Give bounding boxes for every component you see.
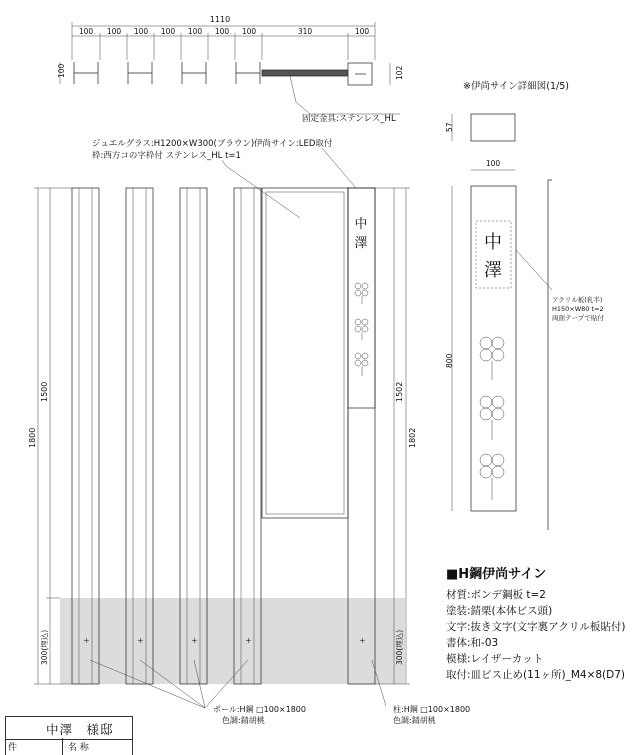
spec-row-material: 材質:ボンデ鋼板 t=2 <box>446 589 546 601</box>
seg-dim-5: 100 <box>187 27 203 36</box>
title-row-label: 件 <box>8 743 18 753</box>
plan-view <box>57 15 404 124</box>
title-block-row <box>5 738 133 755</box>
glass-panel-frame <box>266 192 344 514</box>
left-upper-dim: 1500 <box>40 381 49 402</box>
spec-row-pattern: 模様:レイザーカット <box>446 653 544 665</box>
right-upper-dim: 1502 <box>395 381 404 402</box>
svg-text:+: + <box>83 636 90 645</box>
acrylic-note-1: アクリル板(乳半) <box>552 296 603 304</box>
sign-char-2: 澤 <box>354 236 368 251</box>
spec-row-mounting: 取付:皿ビス止め(11ヶ所)_M4×8(D7) <box>446 669 626 681</box>
svg-text:+: + <box>359 636 366 645</box>
detail-top-dim: 57 <box>445 122 454 132</box>
sign-label: 伊尚サイン:LED取付 <box>254 139 333 149</box>
column-label-2: 色調:錆胡桃 <box>393 716 436 725</box>
sign-char-1: 中 <box>354 217 368 232</box>
seg-dim-4: 100 <box>160 27 176 36</box>
detail-top-section <box>471 114 515 141</box>
right-total-dim: 1802 <box>408 427 417 448</box>
seg-dim-8: 310 <box>297 27 313 36</box>
buried-zone <box>60 598 405 684</box>
clover-pattern-detail <box>480 337 504 500</box>
glass-label-1: ジュエルグラス:H1200×W300(ブラウン) <box>92 139 255 149</box>
spec-row-font: 書体:和-03 <box>446 637 499 649</box>
seg-dim-7: 100 <box>241 27 257 36</box>
acrylic-note-3: 両面テープで貼付 <box>552 314 604 322</box>
pole-label-1: ポール:H鋼 □100×1800 <box>213 705 306 714</box>
plan-left-height-dim: 100 <box>57 63 66 78</box>
spec-row-letter: 文字:抜き文字(文字裏アクリル板貼付) <box>446 621 626 633</box>
detail-char-1: 中 <box>484 232 502 253</box>
acrylic-note-2: H150×W80 t=2 <box>552 305 604 313</box>
plan-right-height-dim: 102 <box>395 65 404 80</box>
h-beam-sections <box>74 62 372 85</box>
title-row-value: 名 称 <box>68 743 89 753</box>
seg-dim-1: 100 <box>78 27 94 36</box>
column-label-1: 柱:H鋼 □100×1800 <box>393 705 471 714</box>
overall-width-dim: 1110 <box>209 15 231 24</box>
seg-dim-9: 100 <box>354 27 370 36</box>
left-buried-dim: 300(埋込) <box>40 629 49 665</box>
svg-text:+: + <box>137 636 144 645</box>
detail-char-2: 澤 <box>484 260 502 281</box>
right-buried-dim: 300(埋込) <box>395 629 404 665</box>
sign-detail-view <box>445 114 604 530</box>
title-block <box>5 716 133 740</box>
left-total-dim: 1800 <box>28 427 37 448</box>
detail-height-dim: 800 <box>445 353 454 368</box>
seg-dim-6: 100 <box>214 27 230 36</box>
detail-title: ※伊尚サイン詳細図(1/5) <box>463 81 569 92</box>
seg-dim-2: 100 <box>106 27 122 36</box>
spec-row-paint: 塗装:錆栗(本体ビス頭) <box>446 605 553 617</box>
glass-panel <box>262 188 348 518</box>
detail-width-dim: 100 <box>485 159 501 168</box>
pole-label-2: 色調:錆胡桃 <box>222 716 265 725</box>
svg-text:+: + <box>191 636 198 645</box>
glass-label-2: 枠:西方コの字枠付 ステンレス_HL t=1 <box>92 151 241 161</box>
svg-text:+: + <box>245 636 252 645</box>
seg-dim-3: 100 <box>133 27 149 36</box>
spec-title: ■H鋼伊尚サイン <box>446 567 547 582</box>
bracket-label: 固定金具:ステンレス_HL <box>302 114 396 124</box>
clover-pattern-small <box>355 283 368 376</box>
client-name: 中澤 様邸 <box>46 722 114 737</box>
